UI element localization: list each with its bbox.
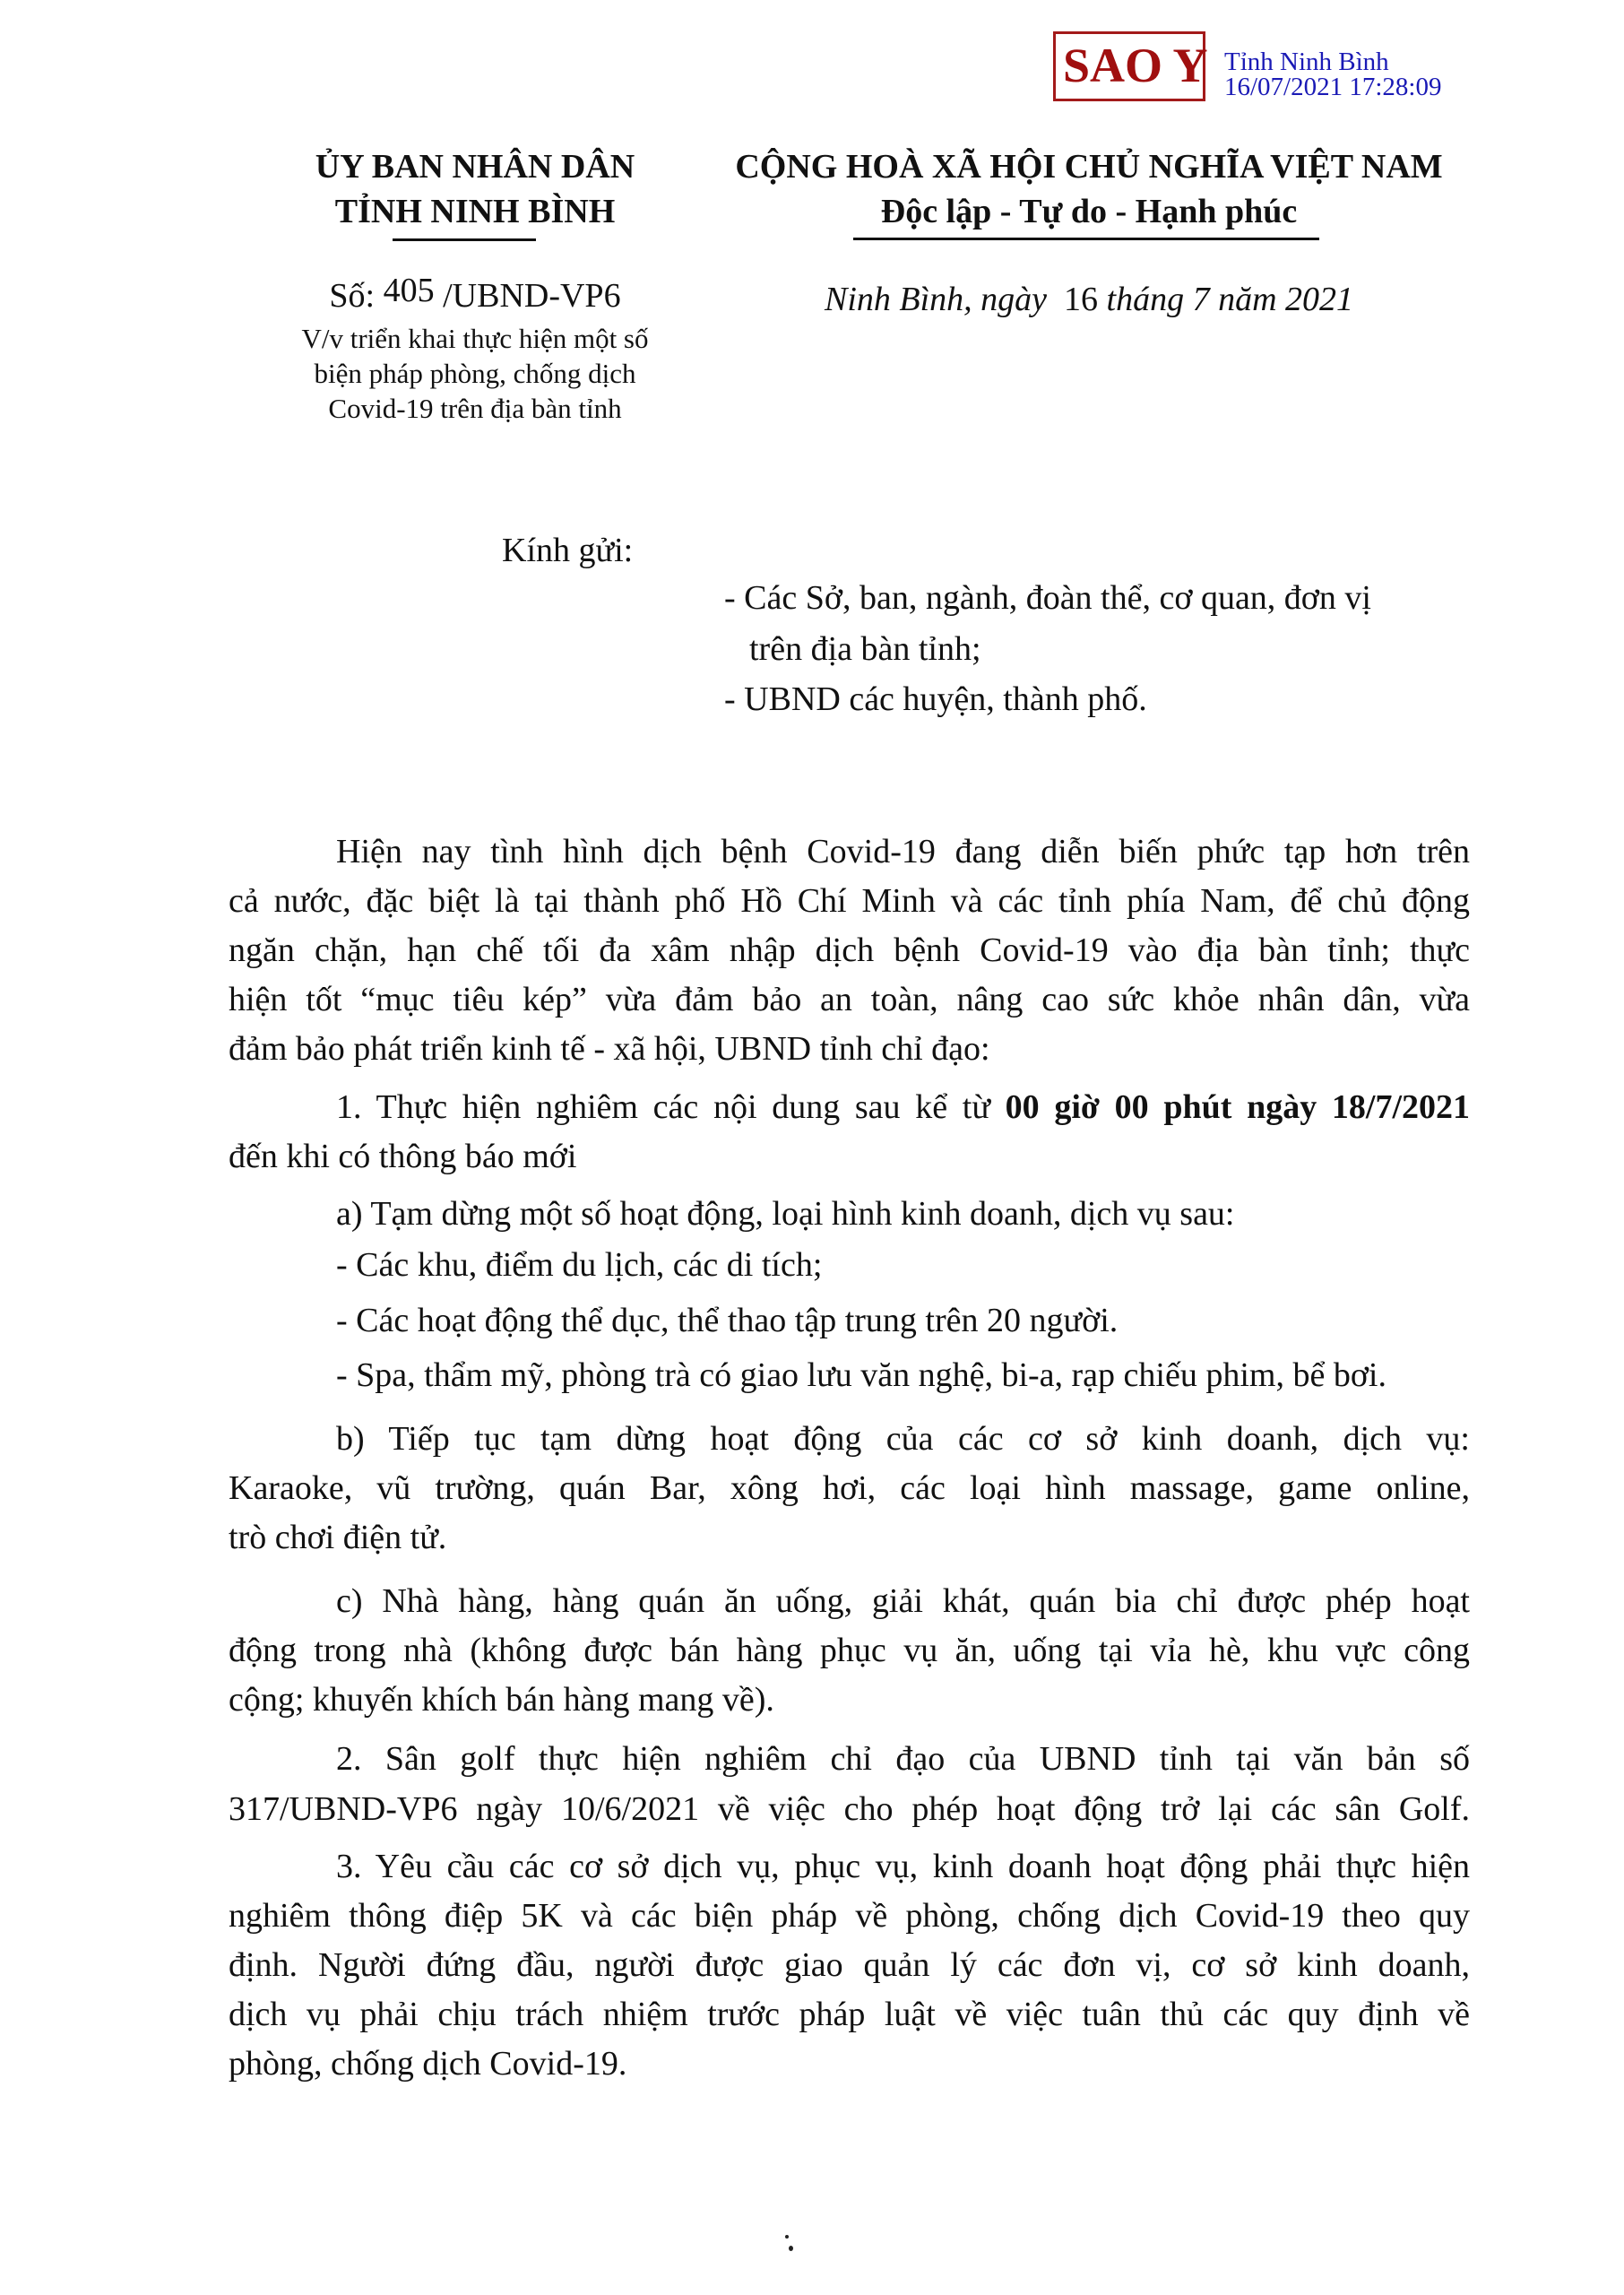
national-motto: Độc lập - Tự do - Hạnh phúc — [880, 193, 1298, 230]
agency-name-line2: TỈNH NINH BÌNH — [334, 193, 616, 230]
item-1b-line-1: b) Tiếp tục tạm dừng hoạt động của các cơ sở kinh doanh, dịch vụ: — [336, 1420, 1470, 1458]
item-1-effective-time: 00 giờ 00 phút ngày 18/7/2021 — [1005, 1088, 1471, 1126]
intro-line-3: ngăn chặn, hạn chế tối đa xâm nhập dịch bệnh Covid-19 vào địa bàn tỉnh; thực — [229, 931, 1470, 969]
number-suffix: /UBND-VP6 — [443, 277, 621, 315]
scan-speck — [789, 2246, 793, 2251]
item-1-line-1 — [336, 1087, 1470, 1127]
item-1-line-2: đến khi có thông báo mới — [229, 1138, 577, 1175]
intro-line-1: Hiện nay tình hình dịch bệnh Covid-19 đang diễn biến phức tạp hơn trên — [336, 833, 1470, 870]
intro-line-4: hiện tốt “mục tiêu kép” vừa đảm bảo an toàn, nâng cao sức khỏe nhân dân, vừa — [229, 981, 1470, 1018]
item-3-line-1: 3. Yêu cầu các cơ sở dịch vụ, phục vụ, kinh doanh hoạt động phải thực hiện — [336, 1848, 1470, 1885]
item-1c-line-1: c) Nhà hàng, hàng quán ăn uống, giải khát, quán bia chỉ được phép hoạt — [336, 1582, 1470, 1620]
date-day: 16 — [1064, 281, 1099, 318]
item-1-start: 1. Thực hiện nghiêm các nội dung sau kể từ — [336, 1088, 990, 1126]
subject-line-2: biện pháp phòng, chống dịch — [314, 358, 636, 389]
item-1c-line-3: cộng; khuyến khích bán hàng mang về). — [229, 1681, 774, 1719]
document-number — [260, 272, 690, 316]
number-value: 405 — [383, 272, 435, 309]
country-name: CỘNG HOÀ XÃ HỘI CHỦ NGHĨA VIỆT NAM — [735, 148, 1443, 186]
item-2-line-1: 2. Sân golf thực hiện nghiêm chỉ đạo của UBND tỉnh tại văn bản số — [336, 1740, 1470, 1778]
intro-line-5: đảm bảo phát triển kinh tế - xã hội, UBND tỉnh chỉ đạo: — [229, 1030, 990, 1068]
stamp-timestamp: 16/07/2021 17:28:09 — [1224, 73, 1442, 101]
item-1a-list-1: - Các khu, điểm du lịch, các di tích; — [336, 1246, 823, 1284]
item-3-line-3: định. Người đứng đầu, người được giao quản lý các đơn vị, cơ sở kinh doanh, — [229, 1946, 1470, 1984]
agency-name-line1: ỦY BAN NHÂN DÂN — [315, 148, 635, 186]
item-1c-line-2: động trong nhà (không được bán hàng phục vụ ăn, uống tại vỉa hè, khu vực công — [229, 1632, 1470, 1669]
item-3-line-2: nghiêm thông điệp 5K và các biện pháp về phòng, chống dịch Covid-19 theo quy — [229, 1897, 1470, 1935]
issue-date — [699, 280, 1479, 319]
stamp-province: Tỉnh Ninh Bình — [1224, 48, 1389, 76]
date-place: Ninh Bình, ngày — [824, 281, 1048, 318]
stamp-label: SAO Y — [1063, 39, 1208, 92]
scan-speck — [785, 2235, 789, 2239]
recipient-item-1-cont: trên địa bàn tỉnh; — [749, 630, 981, 668]
item-1a-list-2: - Các hoạt động thể dục, thể thao tập trung trên 20 người. — [336, 1302, 1119, 1339]
intro-line-2: cả nước, đặc biệt là tại thành phố Hồ Chí Minh và các tỉnh phía Nam, để chủ động — [229, 882, 1470, 920]
item-2-line-2: 317/UBND-VP6 ngày 10/6/2021 về việc cho phép hoạt động trở lại các sân Golf. — [229, 1790, 1470, 1828]
agency-underline — [393, 238, 536, 241]
item-1b-line-3: trò chơi điện tử. — [229, 1519, 447, 1556]
number-prefix: Số: — [329, 277, 376, 315]
item-1b-line-2: Karaoke, vũ trường, quán Bar, xông hơi, các loại hình massage, game online, — [229, 1469, 1470, 1507]
recipient-item-1: - Các Sở, ban, ngành, đoàn thể, cơ quan, đơn vị — [724, 579, 1371, 617]
subject-line-3: Covid-19 trên địa bàn tỉnh — [328, 393, 622, 424]
item-3-line-5: phòng, chống dịch Covid-19. — [229, 2045, 627, 2083]
date-year: năm 2021 — [1218, 281, 1354, 318]
item-1a: a) Tạm dừng một số hoạt động, loại hình kinh doanh, dịch vụ sau: — [336, 1195, 1235, 1233]
item-1a-list-3: - Spa, thẩm mỹ, phòng trà có giao lưu văn nghệ, bi-a, rạp chiếu phim, bể bơi. — [336, 1356, 1386, 1394]
recipients-label: Kính gửi: — [502, 532, 634, 569]
date-month: 7 — [1192, 281, 1210, 318]
subject-line-1: V/v triển khai thực hiện một số — [301, 323, 649, 354]
date-month-word: tháng — [1106, 281, 1185, 318]
recipient-item-2: - UBND các huyện, thành phố. — [724, 680, 1147, 718]
motto-underline — [853, 238, 1319, 240]
item-3-line-4: dịch vụ phải chịu trách nhiệm trước pháp luật về việc tuân thủ các quy định về — [229, 1996, 1470, 2033]
